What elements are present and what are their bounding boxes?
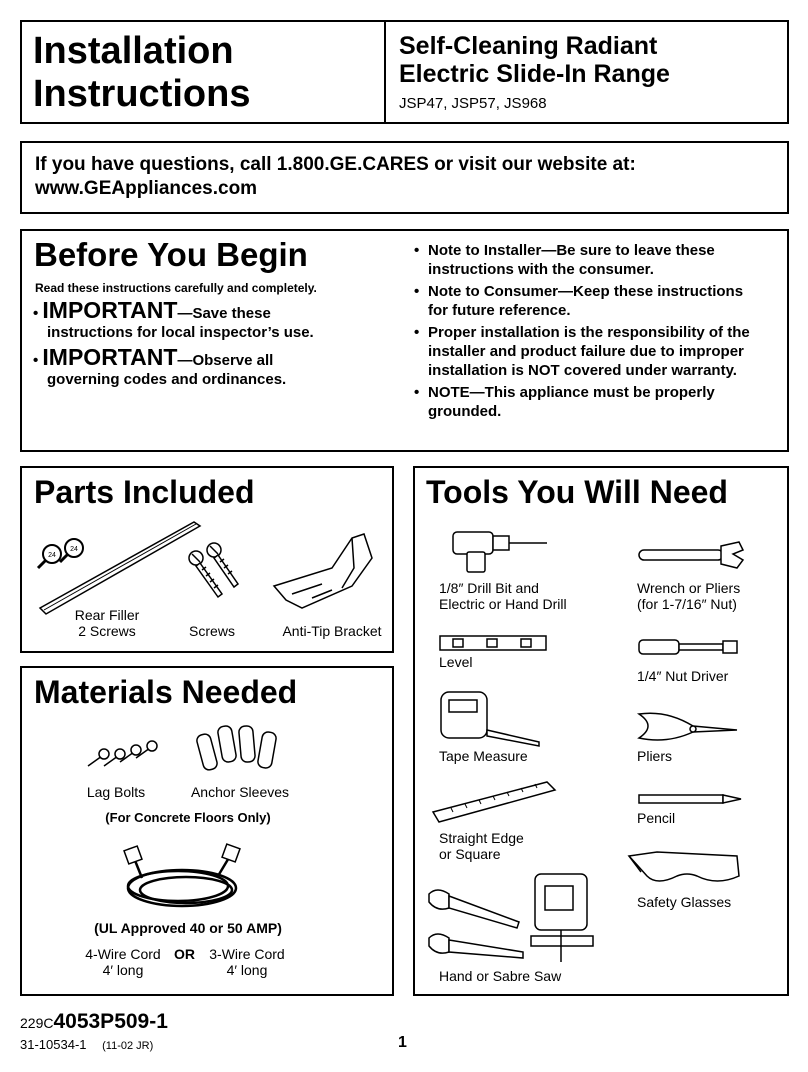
note-installer: • Note to Installer—Be sure to leave these instructions with the consumer. xyxy=(414,241,764,279)
notes-list xyxy=(414,241,764,421)
power-cord-illustration xyxy=(122,848,262,918)
cord-4-wire xyxy=(78,946,168,978)
cord-4-wire-length: 4′ long xyxy=(102,962,144,978)
rear-filler-label: Rear Filler xyxy=(74,607,140,623)
contact-text xyxy=(35,153,636,201)
materials-needed-box xyxy=(20,666,394,996)
level-illustration xyxy=(439,634,549,654)
cord-3-wire xyxy=(202,946,292,978)
note-grounded: • NOTE—This appliance must be properly grounded. xyxy=(414,383,764,421)
important-2-cont: governing codes and ordinances. xyxy=(47,371,287,388)
two-screws-label: 2 Screws xyxy=(78,623,136,639)
part-prefix: 229C xyxy=(20,1015,54,1031)
pliers-illustration xyxy=(637,708,747,748)
drill-label-2: Electric or Hand Drill xyxy=(439,596,567,612)
parts-included-box xyxy=(20,466,394,653)
anchor-sleeves-illustration xyxy=(194,720,284,780)
important-1: • IMPORTANT—Save these instructions for local inspector’s use. xyxy=(33,301,383,342)
doc-number xyxy=(20,1037,153,1052)
cord-3-wire-label: 3-Wire Cord xyxy=(209,946,285,962)
before-heading: Before You Begin xyxy=(34,236,308,273)
important-1-text: —Save these xyxy=(177,305,271,322)
read-instructions: Read these instructions carefully and completely. xyxy=(35,281,317,295)
product-line-1: Self-Cleaning Radiant xyxy=(399,32,658,60)
header-box xyxy=(20,20,789,124)
header-divider xyxy=(384,22,386,122)
anti-tip-label: Anti-Tip Bracket xyxy=(282,623,382,639)
screw-head-mark-2: 24 xyxy=(70,546,78,553)
wrench-illustration xyxy=(637,540,747,570)
important-1-label: IMPORTANT xyxy=(42,297,178,323)
before-you-begin-box xyxy=(20,229,789,452)
nut-driver-label: 1/4″ Nut Driver xyxy=(637,668,729,684)
cord-4-wire-label: 4-Wire Cord xyxy=(85,946,161,962)
safety-glasses-label: Safety Glasses xyxy=(637,894,732,910)
title-line-1: Installation xyxy=(33,30,234,72)
note-responsibility: • Proper installation is the responsibility of the installer and product failure due to improper installation is NOT covered under warranty. xyxy=(414,323,764,380)
level-label: Level xyxy=(439,654,473,670)
anti-tip-bracket-illustration xyxy=(272,528,382,618)
note-consumer: • Note to Consumer—Keep these instructions for future reference. xyxy=(414,282,764,320)
tape-measure-label: Tape Measure xyxy=(439,748,528,764)
ul-approved-note: (UL Approved 40 or 50 AMP) xyxy=(94,920,282,936)
product-name xyxy=(399,32,670,88)
part-number xyxy=(20,1010,168,1034)
pencil-illustration xyxy=(637,792,747,806)
nut-driver-illustration xyxy=(637,638,747,658)
straight-edge-illustration xyxy=(431,780,561,826)
anchor-sleeves-label: Anchor Sleeves xyxy=(190,784,290,800)
wrench-label-2: (for 1-7/16″ Nut) xyxy=(637,596,737,612)
page-title xyxy=(33,30,250,116)
straight-edge-label-2: or Square xyxy=(439,846,501,862)
tools-heading: Tools You Will Need xyxy=(426,474,728,510)
pliers-label: Pliers xyxy=(637,748,673,764)
drill-caption xyxy=(439,580,567,612)
drill-label-1: 1/8″ Drill Bit and xyxy=(439,580,539,596)
lag-bolts-illustration xyxy=(84,736,164,776)
page-number: 1 xyxy=(398,1034,407,1051)
screws-illustration xyxy=(182,546,252,616)
safety-glasses-illustration xyxy=(627,846,747,892)
straight-edge-caption xyxy=(439,830,524,862)
contact-line-1: If you have questions, call 1.800.GE.CARES or visit our website at: xyxy=(35,154,636,175)
doc-number-value: 31-10534-1 xyxy=(20,1037,87,1052)
lag-bolts-label: Lag Bolts xyxy=(86,784,146,800)
important-2: • IMPORTANT—Observe all governing codes and ordinances. xyxy=(33,348,383,389)
model-numbers: JSP47, JSP57, JS968 xyxy=(399,95,547,112)
title-line-2: Instructions xyxy=(33,73,251,115)
tape-measure-illustration xyxy=(439,690,549,746)
pencil-label: Pencil xyxy=(637,810,676,826)
important-2-label: IMPORTANT xyxy=(42,344,178,370)
contact-website: www.GEAppliances.com xyxy=(35,178,258,199)
materials-heading: Materials Needed xyxy=(34,674,298,710)
doc-date: (11-02 JR) xyxy=(102,1040,154,1052)
cord-or: OR xyxy=(174,946,195,962)
part-number-main: 4053P509-1 xyxy=(53,1010,168,1033)
wrench-label-1: Wrench or Pliers xyxy=(637,580,741,596)
tools-box xyxy=(413,466,789,996)
screw-head-mark-1: 24 xyxy=(48,552,56,559)
hand-saw-illustration xyxy=(427,886,527,966)
parts-heading: Parts Included xyxy=(34,474,255,510)
product-line-2: Electric Slide-In Range xyxy=(399,60,670,88)
concrete-note: (For Concrete Floors Only) xyxy=(105,810,271,825)
wrench-caption xyxy=(637,580,740,612)
saw-label: Hand or Sabre Saw xyxy=(439,968,562,984)
sabre-saw-illustration xyxy=(529,868,609,968)
important-2-text: —Observe all xyxy=(177,352,274,369)
screws-label: Screws xyxy=(189,623,235,639)
cord-3-wire-length: 4′ long xyxy=(226,962,268,978)
contact-box xyxy=(20,141,789,214)
filler-screws-illustration xyxy=(36,538,96,578)
important-1-cont: instructions for local inspector’s use. xyxy=(47,324,314,341)
straight-edge-label-1: Straight Edge xyxy=(439,830,524,846)
drill-illustration xyxy=(447,526,557,576)
rear-filler-caption xyxy=(62,607,152,639)
